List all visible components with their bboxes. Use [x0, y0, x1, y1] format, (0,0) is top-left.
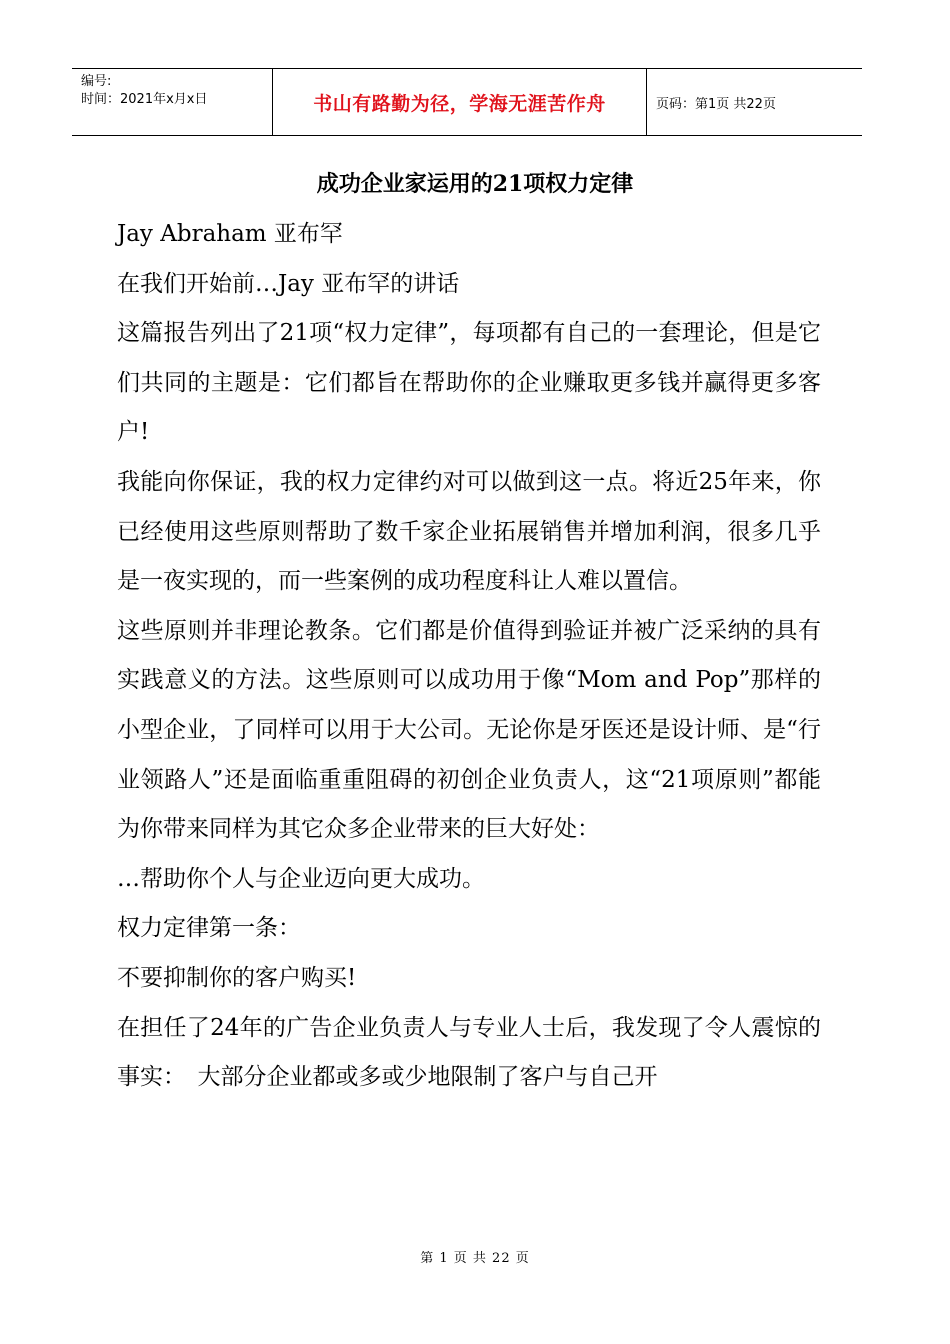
page-footer: 第 1 页 共 22 页	[420, 1251, 530, 1266]
header-page-cell	[647, 69, 862, 135]
document-title: 成功企业家运用的21项权力定律	[316, 171, 634, 197]
header-motto: 书山有路勤为径，学海无涯苦作舟	[313, 92, 606, 115]
body-paragraph: …帮助你个人与企业迈向更大成功。	[117, 865, 485, 892]
page-header	[72, 68, 862, 136]
body-paragraph: 这篇报告列出了21项“权力定律”，每项都有自己的一套理论，但是它们共同的主题是：它们都旨在帮助你的企业赚取更多钱并赢得更多客户!	[117, 320, 821, 446]
law-heading: 权力定律第一条：	[117, 915, 301, 942]
author-line: Jay Abraham 亚布罕	[117, 221, 343, 247]
law-title: 不要抑制你的客户购买!	[117, 964, 357, 991]
header-meta-cell	[72, 69, 273, 135]
header-page-info: 页码：第1页 共22页	[656, 96, 776, 112]
intro-heading: 在我们开始前…Jay 亚布罕的讲话	[117, 270, 460, 297]
body-paragraph: 这些原则并非理论教条。它们都是价值得到验证并被广泛采纳的具有实践意义的方法。这些原则可以成功用于像“Mom and Pop”那样的小型企业，了同样可以用于大公司。无论你是牙医还是设计师、是“行业领路人”还是面临重重阻碍的初创企业负责人，这“21项原则”都能为你带来同样为其它众多企业带来的巨大好处：	[117, 617, 821, 843]
document-time-label: 时间：2021年x月x日	[81, 92, 208, 107]
header-motto-cell	[273, 69, 647, 135]
document-number-label: 编号:	[81, 74, 112, 89]
body-paragraph: 在担任了24年的广告企业负责人与专业人士后，我发现了令人震惊的事实： 大部分企业都或多或少地限制了客户与自己开	[117, 1014, 821, 1091]
body-paragraph: 我能向你保证，我的权力定律约对可以做到这一点。将近25年来，你已经使用这些原则帮助了数千家企业拓展销售并增加利润，很多几乎是一夜实现的，而一些案例的成功程度科让人难以置信。	[117, 468, 821, 595]
document-body	[117, 210, 821, 1103]
